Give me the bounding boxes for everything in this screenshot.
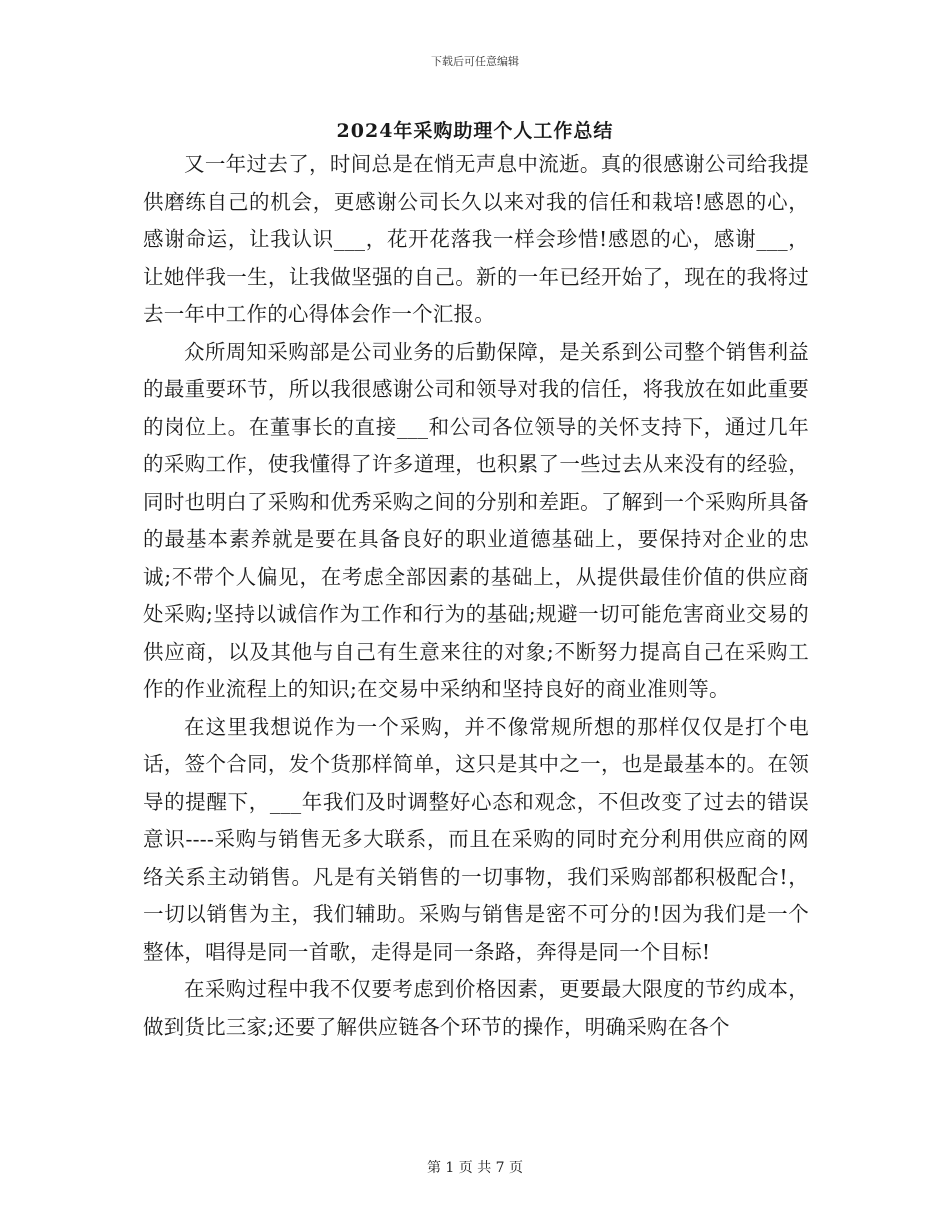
document-title: 2024年采购助理个人工作总结: [336, 120, 614, 142]
header-note: 下载后可任意编辑: [431, 55, 519, 68]
paragraph: 众所周知采购部是公司业务的后勤保障，是关系到公司整个销售利益的最重要环节，所以我很感谢公司和领导对我的信任，将我放在如此重要的岗位上。在董事长的直接___和公司各位领导的关怀支持下，通过几年的采购工作，使我懂得了许多道理，也积累了一些过去从来没有的经验，同时也明白了采购和优秀采购之间的分别和差距。了解到一个采购所具备的最基本素养就是要在具备良好的职业道德基础上，要保持对企业的忠诚;不带个人偏见，在考虑全部因素的基础上，从提供最佳价值的供应商处采购;坚持以诚信作为工作和行为的基础;规避一切可能危害商业交易的供应商，以及其他与自己有生意来往的对象;不断努力提高自己在采购工作的作业流程上的知识;在交易中采纳和坚持良好的商业准则等。: [143, 339, 809, 701]
paragraph: 又一年过去了，时间总是在悄无声息中流逝。真的很感谢公司给我提供磨练自己的机会，更感谢公司长久以来对我的信任和栽培!感恩的心，感谢命运，让我认识___，花开花落我一样会珍惜!感恩的心，感谢___，让她伴我一生，让我做坚强的自己。新的一年已经开始了，现在的我将过去一年中工作的心得体会作一个汇报。: [143, 152, 809, 326]
document-body: [143, 146, 809, 1046]
paragraph: 在这里我想说作为一个采购，并不像常规所想的那样仅仅是打个电话，签个合同，发个货那样简单，这只是其中之一，也是最基本的。在领导的提醒下，___年我们及时调整好心态和观念，不但改变了过去的错误意识----采购与销售无多大联系，而且在采购的同时充分利用供应商的网络关系主动销售。凡是有关销售的一切事物，我们采购部都积极配合!，一切以销售为主，我们辅助。采购与销售是密不可分的!因为我们是一个整体，唱得是同一首歌，走得是同一条路，奔得是同一个目标!: [143, 714, 809, 964]
paragraph: 在采购过程中我不仅要考虑到价格因素，更要最大限度的节约成本，做到货比三家;还要了解供应链各个环节的操作，明确采购在各个: [143, 977, 809, 1039]
page-number: 第 1 页 共 7 页: [426, 1160, 524, 1176]
